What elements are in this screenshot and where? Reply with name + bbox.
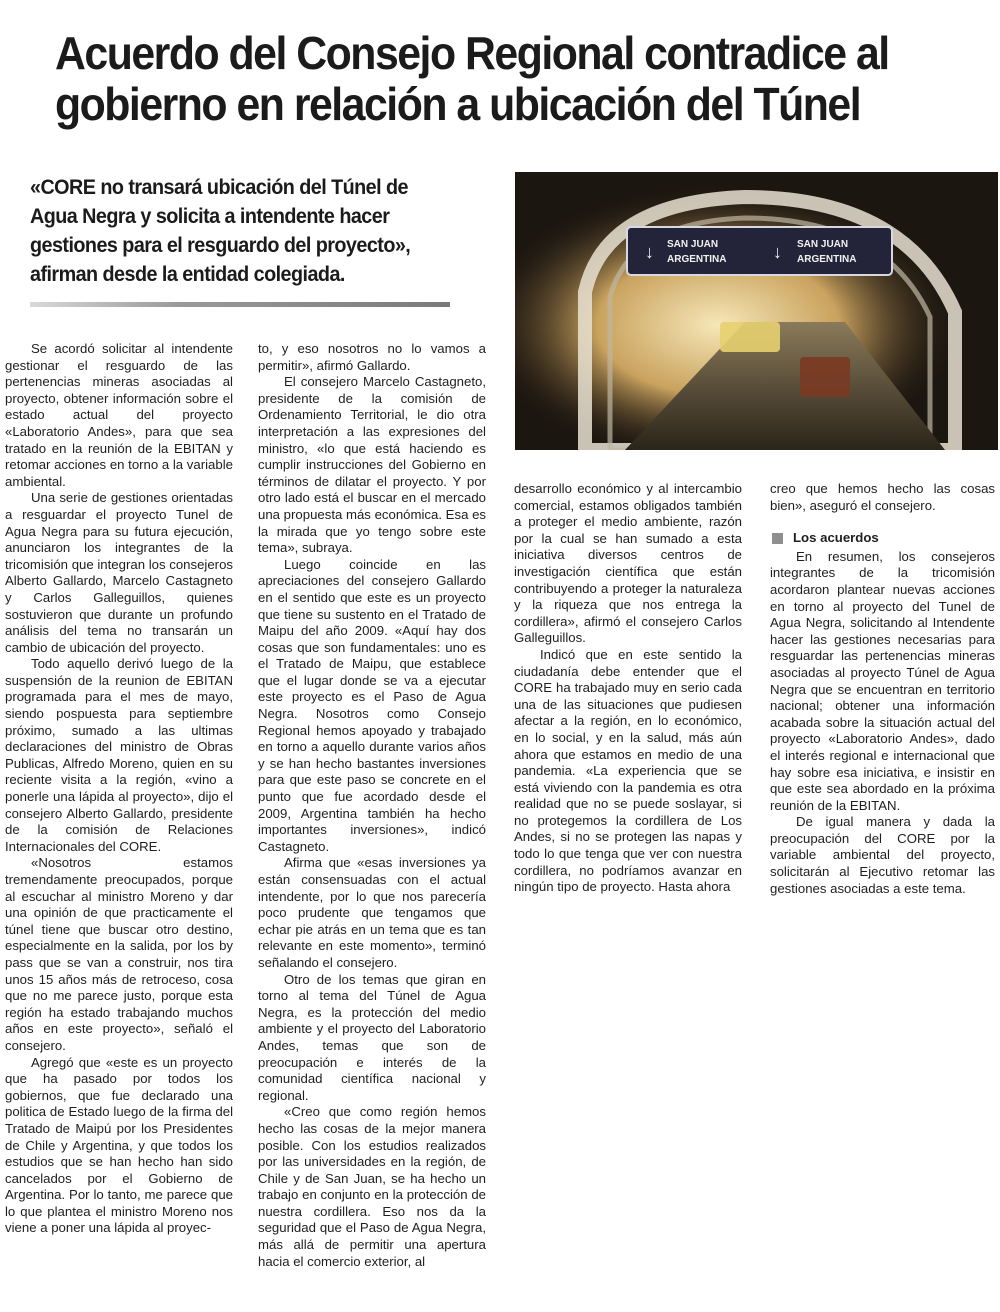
headline-line-2: gobierno en relación a ubicación del Túnel bbox=[55, 78, 861, 130]
col2-paragraph-4: Afirma que «esas inversiones ya están consensuadas con el actual intendente, por lo que nos parecería poco prudente que tengamos que echar pie atrás en un tema que es tan relevante en este momento», terminó señalando el consejero. bbox=[258, 855, 486, 970]
col2-paragraph-6: «Creo que como región hemos hecho las cosas de la mejor manera posible. Con los estudios realizados por las universidades en la región, de Chile y de San Juan, se ha hecho un trabajo en conjunto en la protección de nuestra cordillera. Eso nos da la seguridad que el Paso de Agua Negra, más allá de permitir una apertura hacia el comercio exterior, al bbox=[258, 1104, 486, 1269]
sign-left-line-1: SAN JUAN bbox=[667, 239, 719, 250]
col2-paragraph-5: Otro de los temas que giran en torno al tema del Túnel de Agua Negra, es la protección del medio ambiente y el proyecto del Laboratorio Andes, temas que son de preocupación e interés de la comunidad científica nacional y regional. bbox=[258, 971, 486, 1103]
square-bullet-icon bbox=[772, 533, 783, 544]
sign-right-line-1: SAN JUAN bbox=[797, 239, 849, 250]
article-headline bbox=[55, 28, 892, 130]
sign-left-line-2: ARGENTINA bbox=[667, 254, 727, 265]
deck-divider bbox=[30, 302, 450, 307]
svg-text:↓: ↓ bbox=[645, 242, 654, 262]
col4-paragraph-1: En resumen, los consejeros integrantes de la tricomisión acordaron plantear nuevas acciones en torno al proyecto del Tunel de Agua Negra, solicitando al Intendente hacer las gestiones necesarias para resguardar las pertenencias mineras asociadas al proyecto Túnel de Agua Negra que se encuentran en territorio nacional; obtener una información acabada sobre la situación actual del proyecto «Laboratorio Andes», dado el interés regional e internacional que hay sobre esa iniciativa, e insistir en que este sea abordado en la próxima reunión de la EBITAN. bbox=[770, 548, 995, 813]
col3-paragraph-1: desarrollo económico y al intercambio comercial, estamos obligados también a proteger el medio ambiente, razón por la cual se han sumado a esta iniciativa diversos centros de investigación científica que están contribuyendo a proteger la naturaleza y la riqueza que nos entrega la cordillera», afirmó el consejero Carlos Galleguillos. bbox=[514, 481, 742, 646]
deck-line-1: «CORE no transará ubicación del Túnel de bbox=[30, 175, 409, 199]
col2-paragraph-2: El consejero Marcelo Castagneto, presidente de la comisión de Ordenamiento Territorial, le dio otra interpretación a las expresiones del ministro, «lo que está haciendo es cumplir instrucciones del Gobierno en términos de dilatar el proyecto. Y por otro lado está el buscar en el mercado una propuesta más económica. Esa es la mirada que yo tengo sobre este tema», subraya. bbox=[258, 374, 486, 556]
col1-paragraph-4: «Nosotros estamos tremendamente preocupados, porque al escuchar al ministro Moreno y dar una opinión de que practicamente el túnel tiene que buscar otro destino, especialmente en la salida, por los by pass que se van a construir, nos tira unos 15 años más de retroceso, cosa que no me parece justo, porque esta región ha estado trabajando muchos años en este proyecto», señaló el consejero. bbox=[5, 855, 233, 1053]
svg-text:↓: ↓ bbox=[773, 242, 782, 262]
col4-paragraph-2: De igual manera y dada la preocupación del CORE por la variable ambiental del proyecto, solicitarán al Ejecutivo retomar las gestiones asociadas a este tema. bbox=[770, 814, 995, 896]
tunnel-illustration bbox=[515, 172, 998, 450]
deck-line-4: afirman desde la entidad colegiada. bbox=[30, 262, 345, 286]
subhead-text: Los acuerdos bbox=[793, 530, 879, 546]
col3-paragraph-2: Indicó que en este sentido la ciudadanía debe entender que el CORE ha trabajado muy en serio cada una de las situaciones que pudiesen afectar a la región, en lo económico, en lo social, y en la salud, más aún ahora que estamos en medio de una pandemia. «La experiencia que se está viviendo con la pandemia es otra realidad que no se puede soslayar, si no protegemos la cordillera de Los Andes, si no se protegen las napas y todo lo que tenga que ver con nuestra cordillera, no podríamos avanzar en ningún tipo de proyecto. Hasta ahora bbox=[514, 646, 742, 895]
deck-line-2: Agua Negra y solicita a intendente hacer bbox=[30, 204, 390, 228]
article-column-1 bbox=[5, 341, 233, 1237]
col1-paragraph-2: Una serie de gestiones orientadas a resguardar el proyecto Tunel de Agua Negra para su futura ejecución, anunciaron los integrantes de la tricomisión que integran los consejeros Alberto Gallardo, Marcelo Castagneto y Carlos Galleguillos, quienes sostuvieron que durante un profundo análisis del tema no transarán un cambio de ubicación del proyecto. bbox=[5, 490, 233, 655]
col1-paragraph-1: Se acordó solicitar al intendente gestionar el resguardo de las pertenencias mineras asociadas al proyecto, obtener información sobre el estado actual del proyecto «Laboratorio Andes», para que sea tratado en la reunión de la EBITAN y retomar acciones en torno a la variable ambiental. bbox=[5, 341, 233, 489]
deck-line-3: gestiones para el resguardo del proyecto», bbox=[30, 233, 411, 257]
col1-paragraph-3: Todo aquello derivó luego de la suspensión de la reunion de EBITAN programada para el mes de mayo, siendo pospuesta para septiembre próximo, sumado a las ultimas declaraciones del ministro de Obras Publicas, Alfredo Moreno, quien en su reciente visita a la región, «vino a ponerle una lápida al proyecto», dijo el consejero Alberto Gallardo, presidente de la comisión de Relaciones Internacionales del CORE. bbox=[5, 656, 233, 854]
article-deck bbox=[30, 173, 462, 289]
tunnel-model-photo bbox=[515, 172, 998, 450]
col1-paragraph-5: Agregó que «este es un proyecto que ha pasado por todos los gobiernos, que fue declarado una politica de Estado luego de la firma del Tratado de Maipú por los Presidentes de Chile y Argentina, y que todos los estudios que se han hecho han sido cancelados por el Gobierno de Argentina. Por lo tanto, me parece que lo que plantea el ministro Moreno nos viene a poner una lápida al proyec- bbox=[5, 1054, 233, 1236]
sign-right-line-2: ARGENTINA bbox=[797, 254, 857, 265]
section-subhead bbox=[770, 530, 995, 547]
article-column-4 bbox=[770, 481, 995, 897]
article-column-2 bbox=[258, 341, 486, 1270]
article-column-3 bbox=[514, 481, 742, 896]
col4-continuation: creo que hemos hecho las cosas bien», aseguró el consejero. bbox=[770, 481, 995, 513]
col2-paragraph-3: Luego coincide en las apreciaciones del consejero Gallardo en el sentido que este es un proyecto que tiene su sustento en el Tratado de Maipu del año 2009. «Aquí hay dos cosas que son fundamentales: uno es el Tratado de Maipu, que establece que el lugar donde se va a ejecutar este proyecto es el Paso de Agua Negra. Nosotros como Consejo Regional hemos apoyado y trabajado en torno a aquello durante varios años y se han hecho bastantes inversiones para que este paso se concrete en el punto que fue acordado desde el 2009, Argentina también ha hecho importantes inversiones», indicó Castagneto. bbox=[258, 556, 486, 854]
col2-paragraph-1: to, y eso nosotros no lo vamos a permitir», afirmó Gallardo. bbox=[258, 341, 486, 373]
headline-line-1: Acuerdo del Consejo Regional contradice al bbox=[55, 27, 889, 79]
